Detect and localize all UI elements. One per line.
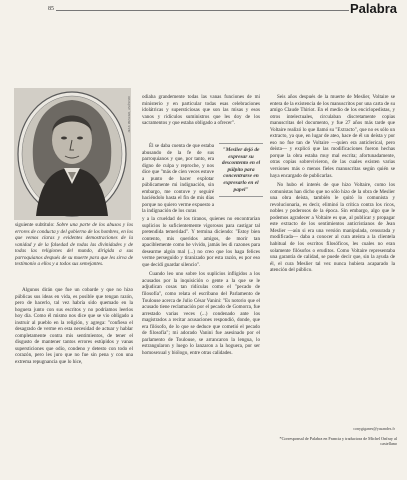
column-1-body xyxy=(15,287,133,369)
column-3-paragraph-2: No hubo el interés de que hizo Voltaire, como los comunistas han dicho que no sólo hizo de la obra de Meslier una obra deísta, también le quitó lo comunista y revolucionaria, es decir, eliminó la crítica contra los ricos, nobles y poderosos de la época. Sin embargo, algo que le podemos agradecer a Voltaire es que, al publicar y propagar este extracto de los sentimientos anticristianos de Jean Meslier —aún si era una versión manipulada, censurada y modificada— daba a conocer al cura ateísta a la clientela habitual de los escritos filosóficos, les cuales no eran solamente filósofos o eruditos. Como Voltaire representaba una garantía de calidad, se puede decir que, sin la ayuda de él, el cura Meslier tal vez nunca hubiera acaparado la atención del público. xyxy=(270,182,395,274)
column-2-paragraph-1: odiaba grandemente todas las vanas funciones de mi ministerio y en particular todas esas celebraciones idolátricas y supersticiosas que son las misas y esos vanos y ridículos suministros que les doy de los sacramentos y que estaba obligado a ofrecer". xyxy=(142,94,260,127)
portrait-engraving xyxy=(14,88,131,220)
portrait-credit: JEAN MESLIER, ANÓNIMO xyxy=(128,96,131,133)
column-2-paragraph-4: Cuando leo uno sobre los suplicios infligidos a los acusados por la inquisición o gente a la que se le adjudican cosas tan ridículas como el "pecado de filosofía", como relata el escribano del Parlamento de Toulouse acerca de Julio César Vanini: "Es notorio que el acusado tiene reclamación por el pecado de Gomorra, fue arrestado varias veces (...) condenado ante los magistrados a recitar acusaciones respondió, donde, que era filósofo, de lo que se deduce que cometió el pecado de filosofía"; mi adorado Vanini fue asesinado por el parlamento de Toulouse, se arrancaron la lengua, lo estrangularon y luego lo lanzaron a la hoguera, por ser homosexual y biólogo, entre otras calidades. xyxy=(142,271,260,356)
column-2-top xyxy=(142,94,260,130)
magazine-brand: Palabra xyxy=(350,1,397,16)
caption-text: Sobre una parte de los abusos y los errores de conducta y del gobierno de los hombres, en los que vemos claras y evidentes demostraciones de la vanidad y de la falsedad de todas las divinidades y de todas las religiones del mundo, dirigida a sus parroquianos después de su muerte para que les sirva de testimonio a ellos y a todos sus semejantes. xyxy=(15,222,133,268)
column-2-paragraph-3: y a la crueldad de los tiranos, quienes no encontrarían suplicios lo suficientemente vigorosos para castigar tal pretendida temeridad". Y termina diciendo: "Estoy bien contento, mis queridos amigos, de morir tan apaciblemente como he vivido, jamás les di razones para desearme algún mal (...) no creo que los haga felices verme perseguido y tiranizado por esta razón, es por eso que decidí guardar silencio". xyxy=(142,216,260,268)
column-2-narrow xyxy=(142,143,214,218)
column-3 xyxy=(270,94,395,277)
portrait-caption xyxy=(15,222,133,268)
portrait-illustration xyxy=(14,88,131,220)
column-1-paragraph: Algunos dirán que fue un cobarde y que no hizo públicas sus ideas en vida, es posible que tengan razón, pero de hacerlo, tal vez habría sido quemado en la hoguera junto con sus escritos y no podríamos leerlos hoy día. Como él mismo nos dice que se vio obligado a instruir al pueblo en la religión, y agrega: "confieso el desagrado de verme en esta necesidad de actuar y hablar completamente contra mis sentimientos, de tener el disgusto de mantener tantos errores estúpidos y vanas supersticiones que odio, condeno y detesto con todo el corazón, pero les juro que no fue sin pena y con una extrema repugnancia que lo hice, xyxy=(15,287,133,366)
column-2-paragraph-2: Él se daba cuenta de que estaba abusando de la fe de sus parroquianos y que, por tanto, era digno de culpa y reproche, y nos dice que "más de cien veces estuve a punto de hacer explotar públicamente mi indignación, sin embargo, me contuve y seguiré haciéndolo hasta el fin de mis días porque no quiero verme expuesto a la indignación de los curas xyxy=(142,143,214,215)
page-header xyxy=(0,0,407,20)
author-email: conygiganes@yasandes.fr xyxy=(353,426,395,431)
author-footnote: *Corresponsal de Palabra en Francia y traductora de Michel Onfray al castellano xyxy=(279,436,397,447)
pull-quote: "Meslier dejó de expresar su descontento en el púlpito para concentrarse en expresarlo en el papel" xyxy=(219,143,263,197)
column-3-paragraph-1: Seis años después de la muerte de Meslier, Voltaire se entera de la existencia de los manuscritos por una carta de su amigo Claude Thiriot. En el medio de los enciclopedistas, y otros intelectuales, circulaban discretamente copias manuscritas del documento, y fue 27 años más tarde que Voltaire realizó lo que llamó su "Extracto", que no es sólo un extracto, ya que, en lugar de ateo, hace de él un deísta y por eso no fue tan de Voltaire —quien era anticlerical, pero deísta— y explicó que las modificaciones fueron hechas porque la obra estaba muy mal escrita; afortunadamente, otras copias sobrevivieron, de las cuales existen varias versiones más o menos fieles manuscritas según quién se haya encargado de publicarlas. xyxy=(270,94,395,179)
column-2-bottom xyxy=(142,216,260,359)
page-number: 85 xyxy=(48,6,54,12)
caption-lead: siguiente subtítulo: xyxy=(15,222,55,228)
column-1-caption xyxy=(15,222,133,271)
header-rule xyxy=(56,10,349,11)
